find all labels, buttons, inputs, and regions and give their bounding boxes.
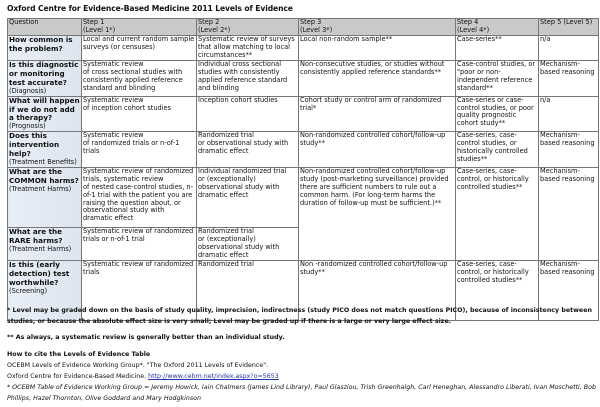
question-cell [8,132,82,168]
table-row [8,36,599,61]
citation-org: Oxford Centre for Evidence-Based Medicine. [7,373,147,380]
question-text: What will happen if we do not add a therapy? [9,95,80,123]
evidence-cell: Mechanism-based reasoning [539,260,599,320]
evidence-cell: Case-series, case-control, or historically controlled studies** [456,260,539,320]
question-text: What are the COMMON harms? [9,166,79,185]
table-row [8,167,599,227]
evidence-cell: Cohort study or control arm of randomized trial* [299,96,456,132]
evidence-cell: Mechanism-based reasoning [539,61,599,97]
citation-section [7,349,597,404]
question-text: How common is the problem? [9,35,73,53]
evidence-cell: n/a [539,36,599,61]
evidence-cell: Case-series, case-control studies, or historically controlled studies** [456,132,539,168]
evidence-cell: Systematic review of surveys that allow matching to local circumstances** [197,36,299,61]
levels-of-evidence-table [7,18,599,321]
evidence-cell: Systematic review of randomized trials, systematic review of nested case-control studies, n-of-1 trial with the patient you are raising the question about, or observational study with dramatic effect [82,167,197,227]
column-header: Step 4 (Level 4*) [456,19,539,36]
evidence-cell: Individual cross sectional studies with consistently applied reference standard and blinding [197,61,299,97]
citation-line: OCEBM Levels of Evidence Working Group*. "The Oxford 2011 Levels of Evidence". [7,362,269,369]
column-header: Question [8,19,82,36]
footnote-systematic-review: ** As always, a systematic review is generally better than an individual study. [7,334,285,341]
question-text: Is this diagnostic or monitoring test accurate? [9,60,79,87]
table-row [8,96,599,132]
citation-authors: * OCEBM Table of Evidence Working Group = Jeremy Howick, Iain Chalmers (James Lind Library), Paul Glasziou, Trish Greenhalgh, Carl Heneghan, Alessandro Liberati, Ivan Moschetti, Bob Phillips, Hazel Thornton, Olive Goddard and Mary Hodgkinson [7,384,596,402]
citation-link[interactable]: http://www.cebm.net/index.aspx?o=5653 [148,373,279,380]
question-text: What are the RARE harms? [9,226,63,245]
evidence-cell: Individual randomized trial or (exceptionally) observational study with dramatic effect [197,167,299,227]
column-header: Step 2 (Level 2*) [197,19,299,36]
question-category: (Treatment Harms) [9,184,72,193]
table-header-row [8,19,599,36]
question-category: (Screening) [9,286,48,295]
evidence-cell: n/a [539,96,599,132]
evidence-cell: Systematic review of randomized trials or n-of-1 trial [82,227,197,260]
evidence-cell: Randomized trial or observational study with dramatic effect [197,132,299,168]
evidence-cell: Case-series or case-control studies, or poor quality prognostic cohort study** [456,96,539,132]
evidence-cell: Local and current random sample surveys (or censuses) [82,36,197,61]
column-header: Step 1 (Level 1*) [82,19,197,36]
evidence-cell: Systematic review of inception cohort studies [82,96,197,132]
question-category: (Prognosis) [9,122,46,131]
evidence-cell: Case-control studies, or "poor or non-independent reference standard** [456,61,539,97]
footnote-level-grading: * Level may be graded down on the basis of study quality, imprecision, indirectness (study PICO does not match questions PICO), because of inconsistency between studies, or because the absolute effect size is very small; Level may be graded up if there is a large or very large effect size. [7,307,592,325]
evidence-cell: Randomized trial [197,260,299,320]
evidence-cell: Local non-random sample** [299,36,456,61]
evidence-cell: Systematic review of randomized trials or n-of-1 trials [82,132,197,168]
evidence-cell: Non-consecutive studies, or studies without consistently applied reference standards** [299,61,456,97]
evidence-cell: Systematic review of cross sectional studies with consistently applied reference standard and blinding [82,61,197,97]
table-row [8,61,599,97]
citation-heading: How to cite the Levels of Evidence Table [7,351,151,358]
question-category: (Diagnosis) [9,86,47,95]
evidence-cell: Mechanism-based reasoning [539,132,599,168]
question-cell [8,36,82,61]
evidence-cell: Case-series** [456,36,539,61]
question-text: Does this intervention help? [9,131,60,159]
question-cell [8,96,82,132]
evidence-cell: Non-randomized controlled cohort/follow-up study** [299,132,456,168]
evidence-cell: Case-series, case-control, or historically controlled studies** [456,167,539,260]
table-row [8,132,599,168]
evidence-cell: Inception cohort studies [197,96,299,132]
evidence-cell: Mechanism-based reasoning [539,167,599,260]
evidence-cell: Non-randomized controlled cohort/follow-up study (post-marketing surveillance) provided there are sufficient numbers to rule out a common harm. (For long-term harms the duration of follow-up must be sufficient.)** [299,167,456,260]
question-category: (Treatment Harms) [9,244,72,253]
column-header: Step 3 (Level 3*) [299,19,456,36]
evidence-cell: Randomized trial or (exceptionally) observational study with dramatic effect [197,227,299,260]
question-cell [8,227,82,260]
question-text: Is this (early detection) test worthwhile? [9,259,70,287]
citation-source [7,371,597,382]
column-header: Step 5 (Level 5) [539,19,599,36]
question-cell [8,61,82,97]
evidence-cell: Systematic review of randomized trials [82,260,197,320]
page-title: Oxford Centre for Evidence-Based Medicine 2011 Levels of Evidence [7,4,293,13]
question-category: (Treatment Benefits) [9,157,77,166]
question-cell [8,167,82,227]
evidence-cell: Non -randomized controlled cohort/follow-up study** [299,260,456,320]
